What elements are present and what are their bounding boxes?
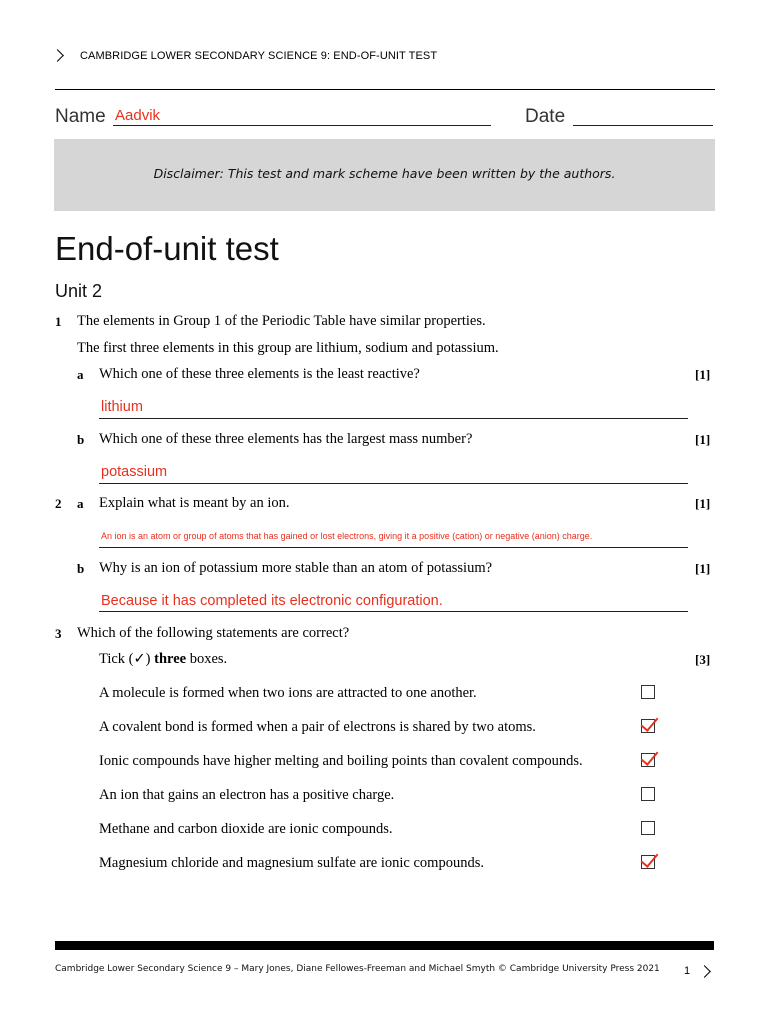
q3-instruction	[99, 651, 227, 668]
q3-option-checkbox[interactable]	[641, 685, 655, 699]
page-title: End-of-unit test	[55, 230, 279, 267]
q3-option-text: A covalent bond is formed when a pair of electrons is shared by two atoms.	[99, 719, 536, 735]
q1-number: 1	[55, 314, 62, 329]
q1b-text: Which one of these three elements has the largest mass number?	[99, 431, 473, 447]
q2b-answer[interactable]: Because it has completed its electronic configuration.	[101, 593, 443, 609]
q3-marks: [3]	[695, 652, 711, 667]
q2b-answer-line[interactable]	[99, 611, 688, 612]
footer-credits: Cambridge Lower Secondary Science 9 – Mary Jones, Diane Fellowes-Freeman and Michael Smyth © Cambridge University Press 2021	[55, 964, 660, 974]
q3-number: 3	[55, 626, 62, 641]
q1a-text: Which one of these three elements is the least reactive?	[99, 366, 420, 382]
q3-instruction-bold: three	[154, 651, 187, 667]
q1b-marks: [1]	[695, 432, 711, 447]
q2a-answer[interactable]: An ion is an atom or group of atoms that has gained or lost electrons, giving it a positive (cation) or negative (anion) charge.	[101, 531, 593, 541]
q3-option-text: Magnesium chloride and magnesium sulfate are ionic compounds.	[99, 855, 484, 871]
q1b-answer-line[interactable]	[99, 483, 688, 484]
check-mark-icon	[641, 713, 659, 732]
check-mark-icon	[641, 849, 659, 868]
q1a-answer-line[interactable]	[99, 418, 688, 419]
q3-option-checkbox[interactable]	[641, 855, 655, 869]
q3-text: Which of the following statements are correct?	[77, 625, 350, 641]
chevron-right-icon[interactable]	[698, 965, 711, 978]
footer-bar	[55, 941, 714, 950]
q2a-text: Explain what is meant by an ion.	[99, 495, 290, 511]
unit-heading: Unit 2	[55, 281, 103, 301]
q3-option-checkbox[interactable]	[641, 787, 655, 801]
chevron-right-icon	[51, 49, 64, 62]
q3-option-checkbox[interactable]	[641, 719, 655, 733]
q2a-answer-line[interactable]	[99, 547, 688, 548]
date-label: Date	[525, 106, 566, 127]
q3-option-text: A molecule is formed when two ions are attracted to one another.	[99, 685, 477, 701]
check-mark-icon	[641, 747, 659, 766]
q3-instruction-post: boxes.	[186, 651, 228, 667]
q3-option-checkbox[interactable]	[641, 821, 655, 835]
q1-text-1: The elements in Group 1 of the Periodic Table have similar properties.	[77, 313, 486, 329]
q3-option-text: An ion that gains an electron has a positive charge.	[99, 787, 395, 803]
q1a-letter: a	[77, 367, 84, 382]
name-field-line[interactable]	[113, 125, 491, 126]
q2-number: 2	[55, 496, 62, 511]
q3-option-checkbox[interactable]	[641, 753, 655, 767]
q2b-text: Why is an ion of potassium more stable than an atom of potassium?	[99, 560, 493, 576]
q1b-letter: b	[77, 432, 85, 447]
q3-option-text: Methane and carbon dioxide are ionic compounds.	[99, 821, 393, 837]
q3-option-text: Ionic compounds have higher melting and boiling points than covalent compounds.	[99, 753, 583, 769]
q1a-marks: [1]	[695, 367, 711, 382]
q1b-answer[interactable]: potassium	[101, 464, 168, 480]
name-value[interactable]: Aadvik	[115, 107, 161, 124]
q2a-marks: [1]	[695, 496, 711, 511]
header-title: CAMBRIDGE LOWER SECONDARY SCIENCE 9: END-OF-UNIT TEST	[80, 50, 438, 62]
q2b-letter: b	[77, 561, 85, 576]
disclaimer-box	[54, 139, 715, 211]
header-divider	[55, 89, 715, 90]
name-label: Name	[55, 106, 106, 127]
q2b-marks: [1]	[695, 561, 711, 576]
q3-instruction-pre: Tick (✓)	[99, 651, 155, 667]
q1-text-2: The first three elements in this group are lithium, sodium and potassium.	[77, 340, 499, 356]
q2a-letter: a	[77, 496, 84, 511]
date-field-line[interactable]	[573, 125, 713, 126]
disclaimer-text: Disclaimer: This test and mark scheme have been written by the authors.	[153, 166, 616, 181]
page-number: 1	[684, 965, 691, 977]
q1a-answer[interactable]: lithium	[101, 399, 143, 415]
